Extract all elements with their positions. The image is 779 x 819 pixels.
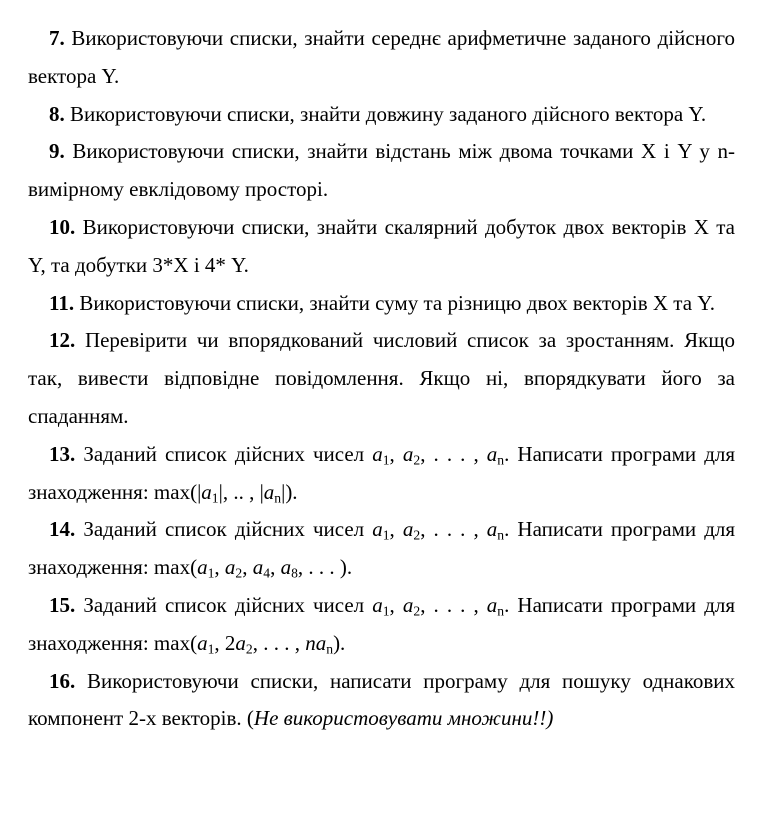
paren-open: ( bbox=[246, 706, 254, 731]
var-a: a bbox=[235, 630, 246, 655]
var-a: a bbox=[372, 517, 383, 542]
coefficient-n: n bbox=[305, 630, 316, 655]
task-note: Не використовувати множини!! bbox=[253, 706, 547, 731]
task-number: 14. bbox=[49, 517, 76, 542]
task-text: Заданий список дійсних чисел bbox=[75, 441, 373, 466]
subscript: 2 bbox=[413, 527, 421, 543]
task-text: Перевірити чи впорядкований числовий список за зростанням. Якщо так, вивести відповідне повідомлення. Якщо ні, впорядкувати його за спаданням. bbox=[28, 328, 735, 428]
task-text: Використовуючи списки, знайти скалярний добуток двох векторів X та Y, та добутки 3*X і 4* Y. bbox=[28, 214, 735, 277]
var-a: a bbox=[263, 479, 275, 504]
task-12 bbox=[28, 322, 735, 435]
var-a: a bbox=[197, 630, 208, 655]
subscript: 1 bbox=[382, 527, 390, 543]
task-13: 13. Заданий список дійсних чисел $a_1$, $a_2$, . . . , $a_n$. Написати програми для знаходження: $\max(|a_1|$, .. , $|a_n|$). bbox=[28, 441, 736, 505]
subscript: 2 bbox=[413, 603, 421, 619]
var-a: a bbox=[252, 555, 264, 580]
task-text: Використовуючи списки, знайти середнє арифметичне заданого дійсного вектора Y. bbox=[28, 26, 735, 88]
var-a: a bbox=[486, 592, 498, 617]
task-number: 10. bbox=[49, 214, 76, 239]
subscript: n bbox=[326, 641, 334, 657]
var-a: a bbox=[197, 555, 208, 580]
task-14: 14. Заданий список дійсних чисел $a_1$, $a_2$, . . . , $a_n$. Написати програми для знаходження: $\max(a_1$, $a_2$, $a_4$, $a_8$, . . . ). bbox=[28, 517, 736, 581]
task-number: 11. bbox=[49, 290, 75, 315]
var-a: a bbox=[486, 517, 498, 542]
var-a: a bbox=[402, 441, 414, 466]
subscript: n bbox=[497, 527, 505, 543]
task-number: 12. bbox=[49, 328, 76, 353]
task-number: 8. bbox=[49, 101, 65, 126]
task-10 bbox=[28, 209, 735, 285]
subscript: 2 bbox=[245, 641, 253, 657]
task-text: Використовуючи списки, знайти відстань між двома точками X і Y у n-вимірному евклідовому просторі. bbox=[28, 139, 735, 202]
subscript: 2 bbox=[235, 565, 243, 581]
subscript: 1 bbox=[211, 489, 219, 505]
task-text: Використовуючи списки, знайти довжину заданого дійсного вектора Y. bbox=[64, 101, 707, 126]
task-7 bbox=[28, 20, 735, 96]
subscript: 1 bbox=[382, 603, 390, 619]
task-text: Заданий список дійсних чисел bbox=[75, 517, 373, 542]
task-text: Використовуючи списки, написати програму для пошуку однакових компонент 2-х векторів. bbox=[28, 668, 735, 731]
task-text: . Написати програми для знаходження: bbox=[28, 441, 736, 504]
task-text: Використовуючи списки, знайти суму та різницю двох векторів X та Y. bbox=[74, 290, 715, 315]
subscript: n bbox=[274, 489, 282, 505]
subscript: 4 bbox=[263, 565, 271, 581]
task-text: Заданий список дійсних чисел bbox=[75, 592, 373, 617]
task-9 bbox=[28, 133, 735, 209]
task-11 bbox=[28, 285, 735, 323]
formula-close: ). bbox=[333, 630, 346, 655]
formula-open: max(| bbox=[153, 479, 202, 504]
subscript: 8 bbox=[291, 565, 298, 581]
formula-open: max( bbox=[153, 630, 198, 655]
subscript: n bbox=[497, 452, 505, 468]
task-number: 9. bbox=[49, 139, 65, 164]
task-number: 15. bbox=[49, 592, 76, 617]
task-text: . Написати програми для знаходження: bbox=[28, 517, 736, 580]
var-a: a bbox=[280, 555, 292, 580]
paren-close: ) bbox=[546, 706, 554, 731]
task-number: 7. bbox=[49, 26, 65, 50]
var-a: a bbox=[486, 441, 498, 466]
formula-close: , . . . ). bbox=[297, 555, 353, 580]
var-a: a bbox=[402, 592, 414, 617]
subscript: 2 bbox=[413, 452, 421, 468]
formula-close: |). bbox=[281, 479, 298, 504]
task-8 bbox=[28, 96, 735, 134]
task-text: . Написати програми для знаходження: bbox=[28, 592, 736, 655]
subscript: 1 bbox=[382, 452, 390, 468]
var-a: a bbox=[372, 441, 383, 466]
task-number: 16. bbox=[49, 668, 76, 693]
var-a: a bbox=[201, 479, 212, 504]
task-number: 13. bbox=[49, 441, 76, 466]
task-16 bbox=[28, 663, 735, 739]
subscript: 1 bbox=[207, 565, 215, 581]
var-a: a bbox=[224, 555, 236, 580]
var-a: a bbox=[315, 630, 327, 655]
formula-sep: , . . . , bbox=[252, 630, 306, 655]
formula-sep: |, .. , | bbox=[218, 479, 264, 504]
subscript: n bbox=[497, 603, 505, 619]
formula-open: max( bbox=[153, 555, 198, 580]
var-a: a bbox=[402, 517, 414, 542]
coefficient: 2 bbox=[224, 630, 236, 655]
var-a: a bbox=[372, 592, 383, 617]
task-15: 15. Заданий список дійсних чисел $a_1$, $a_2$, . . . , $a_n$. Написати програми для знаходження: $\max(a_1$, $2a_2$, . . . , $na_n$). bbox=[28, 592, 736, 657]
subscript: 1 bbox=[207, 641, 215, 657]
